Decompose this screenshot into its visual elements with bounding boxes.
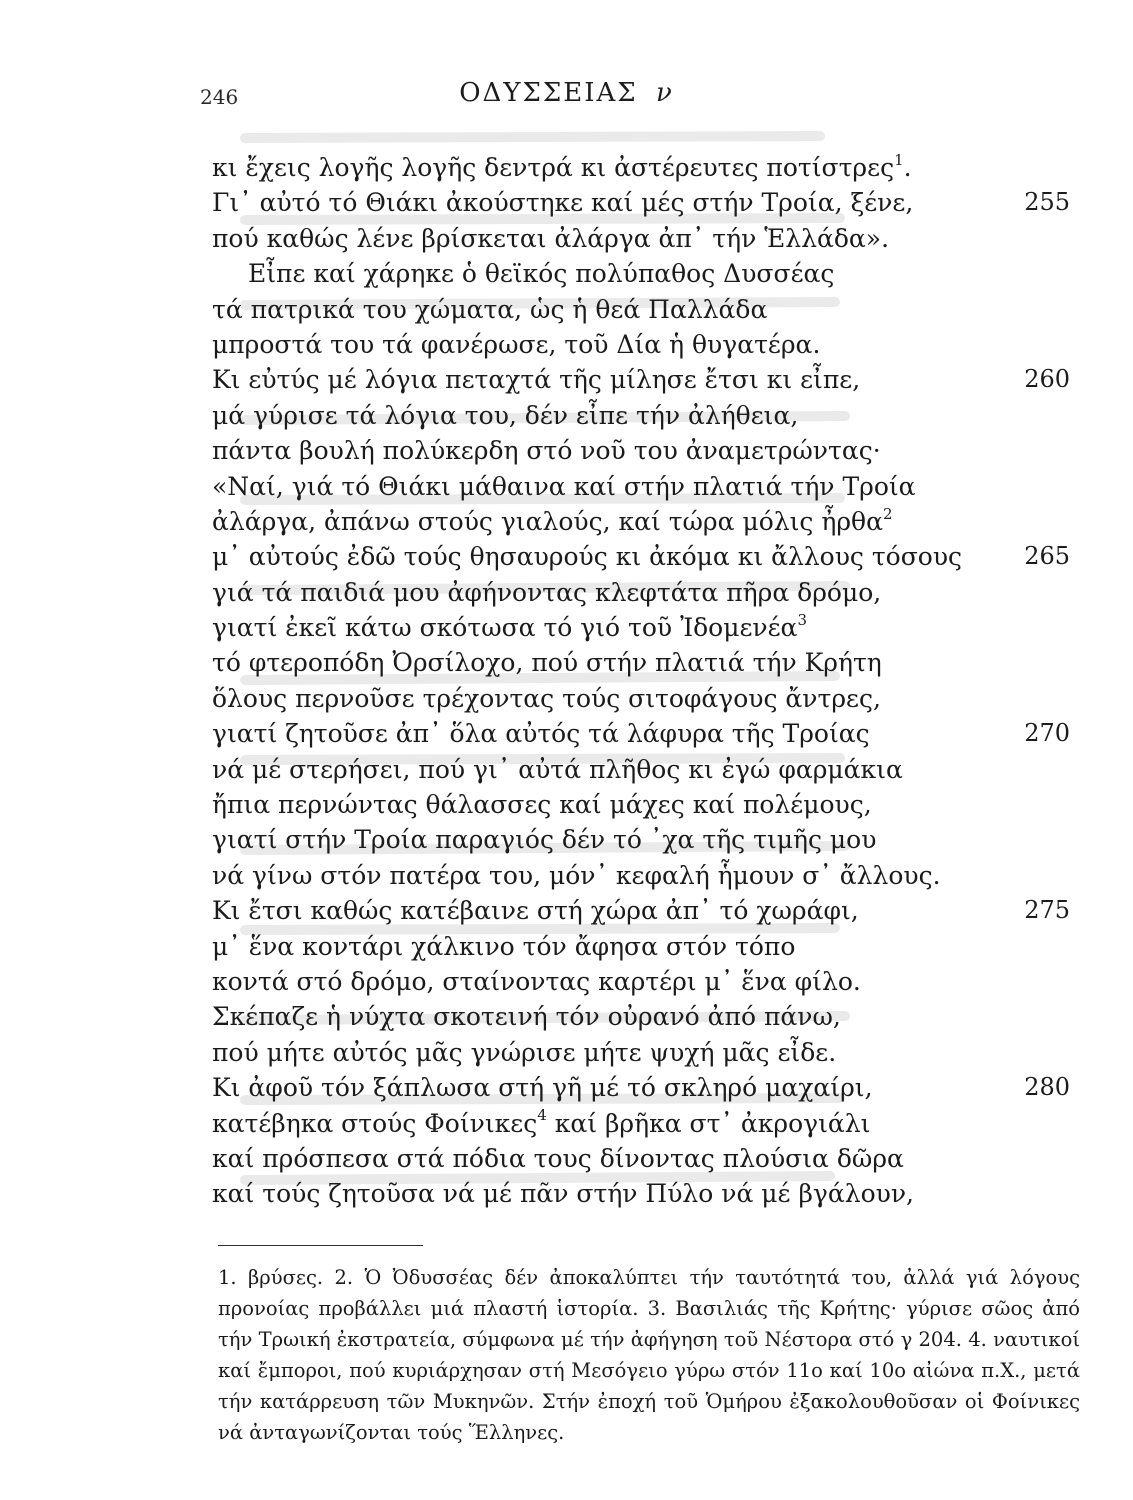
page-title [0,78,1133,108]
verse-line [212,150,1082,185]
verse-main-text: Γι᾽ αὐτό τό Θιάκι ἀκούστηκε καί μές στήν Τροία, ξένε, [212,188,914,218]
verse-line [212,929,1082,964]
verse-main-text: καί τούς ζητοῦσα νά μέ πᾶν στήν Πύλο νά μέ βγάλουν, [212,1179,914,1209]
verse-main-text: μ᾽ αὐτούς ἐδῶ τούς θησαυρούς κι ἀκόμα κι ἄλλους τόσους [212,542,963,572]
footnote-marker: 3 [797,610,807,629]
verse-block [212,150,1082,1212]
verse-main-text: μ᾽ ἕνα κοντάρι χάλκινο τόν ἄφησα στόν τόπο [212,931,796,961]
verse-text [212,150,912,185]
verse-main-text: κατέβηκα στούς Φοίνικες [212,1108,538,1138]
verse-line [212,964,1082,999]
footnote-marker: 1 [894,150,904,169]
verse-line [212,185,1082,220]
line-number: 270 [1024,719,1070,748]
verse-main-text: γιατί ἐκεῖ κάτω σκότωσα τό γιό τοῦ Ἰδομενέα [212,613,798,643]
line-number: 280 [1024,1073,1070,1102]
verse-text [212,539,962,574]
verse-line [212,822,1082,857]
verse-main-text: πού μήτε αὐτός μᾶς γνώρισε μήτε ψυχή μᾶς εἶδε. [212,1037,837,1067]
verse-text [212,752,903,787]
verse-line [212,539,1082,574]
line-number: 260 [1024,365,1070,394]
verse-text [212,433,881,468]
verse-text [212,1070,873,1105]
verse-line [212,362,1082,397]
verse-text [212,610,807,645]
verse-line [212,1035,1082,1070]
verse-main-text: τά πατρικά του χώματα, ὡς ἡ θεά Παλλάδα [212,294,768,324]
verse-main-text: Κι εὐτύς μέ λόγια πεταχτά τῆς μίλησε ἔτσι κι εἶπε, [212,365,861,395]
verse-main-text: «Ναί, γιά τό Θιάκι μάθαινα καί στήν πλατιά τήν Τροία [212,471,916,501]
verse-line [212,292,1082,327]
verse-main-text: ὅλους περνοῦσε τρέχοντας τούς σιτοφάγους ἄντρες, [212,683,881,713]
verse-text [212,575,881,610]
verse-text [212,327,820,362]
verse-tail-text: . [903,153,912,182]
line-number: 275 [1024,896,1070,925]
verse-text [212,185,913,220]
verse-text [212,1035,836,1070]
footnotes-text: 1. βρύσες. 2. Ὁ Ὀδυσσέας δέν ἀποκαλύπτει τήν ταυτότητά του, ἀλλά γιά λόγους προνοίας προβάλλει μιά πλαστή ἱστορία. 3. Βασιλιάς τῆς Κρήτης· γύρισε σῶος ἀπό τήν Τρωική ἐκστρατεία, σύμφωνα μέ τήν ἀφήγηση τοῦ Νέστορα στό γ 204. 4. ναυτικοί καί ἔμποροι, πού κυριάρχησαν στή Μεσόγειο γύρω στόν 11ο καί 10ο αἰώνα π.Χ., μετά τήν κατάρρευση τῶν Μυκηνῶν. Στήν ἐποχή τοῦ Ὁμήρου ἐξακολουθοῦσαν οἱ Φοίνικες νά ἀνταγωνίζονται τούς Ἕλληνες. [218,1266,1080,1444]
verse-text [212,1176,914,1211]
line-number: 255 [1024,188,1070,217]
verse-text [212,645,882,680]
verse-text [212,858,941,893]
verse-main-text: γιατί ζητοῦσε ἀπ᾽ ὅλα αὐτός τά λάφυρα τῆς Τροίας [212,719,870,749]
verse-line [212,256,1082,291]
verse-line [212,221,1082,256]
verse-line [212,787,1082,822]
verse-line [212,398,1082,433]
verse-line [212,433,1082,468]
verse-line [212,716,1082,751]
verse-line [212,469,1082,504]
verse-line [212,1106,1082,1141]
verse-main-text: κοντά στό δρόμο, σταίνοντας καρτέρι μ᾽ ἕνα φίλο. [212,966,861,996]
verse-text [212,1106,870,1141]
footnote-rule [218,1245,423,1246]
verse-text [212,893,859,928]
verse-main-text: ἀλάργα, ἀπάνω στούς γιαλούς, καί τώρα μόλις ἦρθα [212,506,883,536]
verse-main-text: νά μέ στερήσει, πού γι᾽ αὐτά πλῆθος κι ἐγώ φαρμάκια [212,754,903,784]
verse-main-text: μά γύρισε τά λόγια του, δέν εἶπε τήν ἀλήθεια, [212,400,799,430]
verse-line [212,752,1082,787]
verse-text [212,1141,904,1176]
verse-line [212,575,1082,610]
verse-main-text: τό φτεροπόδη Ὀρσίλοχο, πού στήν πλατιά τήν Κρήτη [212,648,882,678]
verse-text [212,398,798,433]
verse-line [212,893,1082,928]
book-title: ΟΔΥΣΣΕΙΑΣ [459,78,638,108]
verse-text [212,929,795,964]
verse-main-text: Σκέπαζε ἡ νύχτα σκοτεινή τόν οὐρανό ἀπό πάνω, [212,1002,841,1032]
verse-text [212,256,834,291]
page-number: 246 [200,85,239,109]
verse-line [212,327,1082,362]
verse-text [212,716,870,751]
verse-text [212,362,860,397]
verse-main-text: πού καθώς λένε βρίσκεται ἀλάργα ἀπ᾽ τήν Ἑλλάδα». [212,223,890,253]
verse-line [212,1070,1082,1105]
verse-main-text: κι ἔχεις λογῆς λογῆς δεντρά κι ἀστέρευτες ποτίστρες [212,153,895,182]
verse-line [212,999,1082,1034]
book-letter: ν [655,78,674,108]
verse-text [212,504,893,539]
verse-line [212,1176,1082,1211]
footnotes [218,1262,1080,1448]
verse-main-text: πάντα βουλή πολύκερδη στό νοῦ του ἀναμετρώντας· [212,436,881,466]
verse-main-text: μπροστά του τά φανέρωσε, τοῦ Δία ἡ θυγατέρα. [212,329,821,359]
footnote-marker: 4 [537,1106,547,1125]
verse-main-text: Κι ἔτσι καθώς κατέβαινε στή χώρα ἀπ᾽ τό χωράφι, [212,896,859,926]
verse-line [212,1141,1082,1176]
verse-text [212,681,881,716]
verse-line [212,610,1082,645]
verse-line [212,645,1082,680]
verse-main-text: καί πρόσπεσα στά πόδια τους δίνοντας πλούσια δῶρα [212,1143,904,1173]
verse-main-text: γιά τά παιδιά μου ἀφήνοντας κλεφτάτα πῆρα δρόμο, [212,577,882,607]
verse-line [212,504,1082,539]
verse-main-text: ἤπια περνώντας θάλασσες καί μάχες καί πολέμους, [212,790,872,820]
verse-text [212,787,872,822]
verse-text [212,822,876,857]
verse-main-text: νά γίνω στόν πατέρα του, μόν᾽ κεφαλή ἧμουν σ᾽ ἄλλους. [212,860,941,890]
verse-line [212,681,1082,716]
verse-text [212,221,889,256]
verse-text [212,292,767,327]
verse-text [212,964,861,999]
verse-main-text: Κι ἀφοῦ τόν ξάπλωσα στή γῆ μέ τό σκληρό μαχαίρι, [212,1073,873,1103]
verse-main-text: Εἶπε καί χάρηκε ὁ θεϊκός πολύπαθος Δυσσέας [248,259,835,289]
verse-tail-text: καί βρῆκα στ᾽ ἀκρογιάλι [546,1108,871,1138]
verse-line [212,858,1082,893]
footnote-marker: 2 [882,504,893,523]
verse-text [212,469,916,504]
line-number: 265 [1024,542,1070,571]
verse-main-text: γιατί στήν Τροία παραγιός δέν τό ᾽χα τῆς τιμῆς μου [212,825,877,855]
verse-text [212,999,841,1034]
